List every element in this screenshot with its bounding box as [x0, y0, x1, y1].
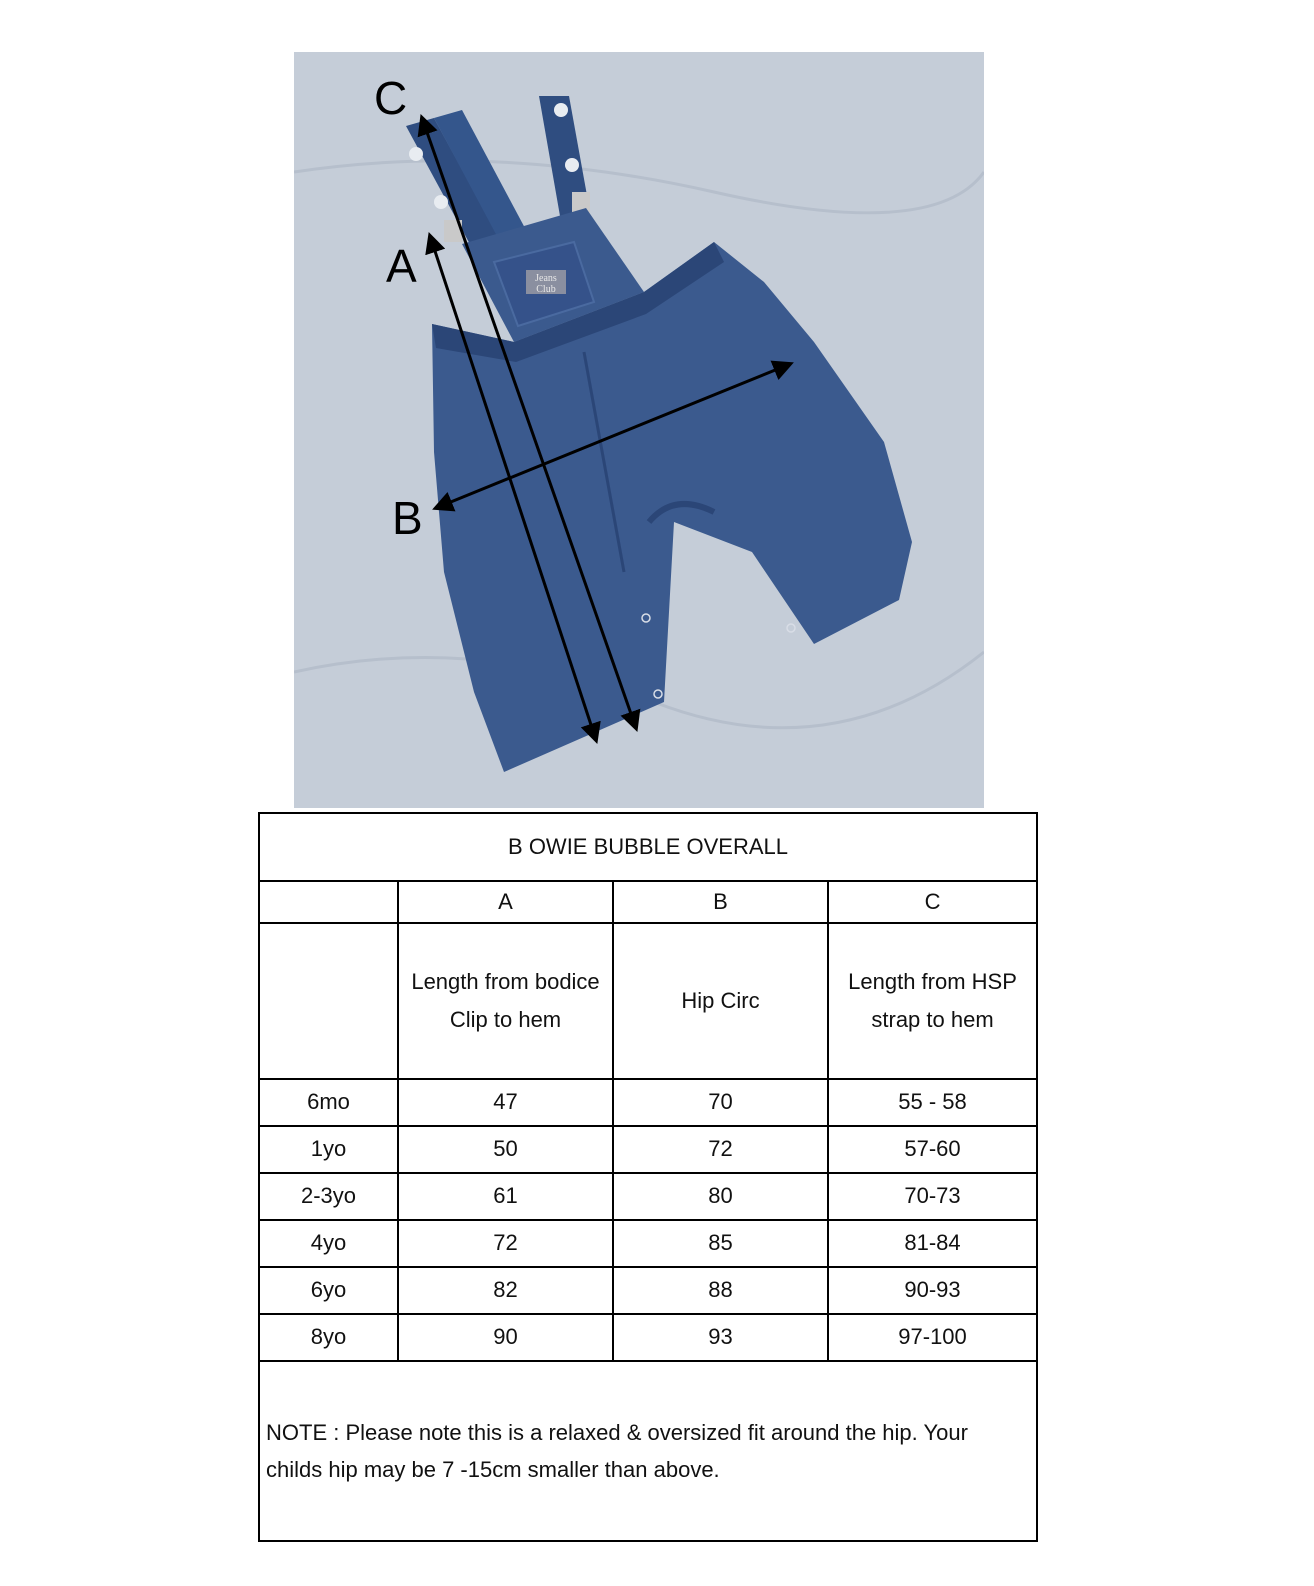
- value-c: 97-100: [828, 1314, 1037, 1361]
- column-letter: C: [828, 881, 1037, 923]
- description-line: Hip Circ: [681, 987, 760, 1013]
- label-a: A: [386, 240, 417, 292]
- pocket-logo-line2: Club: [536, 284, 556, 295]
- column-description: [613, 923, 828, 1079]
- description-line: Length from bodice: [411, 968, 600, 994]
- title-row: [259, 813, 1037, 881]
- value-b: 70: [613, 1079, 828, 1126]
- column-letter: B: [613, 881, 828, 923]
- pocket-logo-line1: Jeans: [535, 273, 557, 284]
- table-row: [259, 1173, 1037, 1220]
- description-line: Clip to hem: [449, 1007, 562, 1032]
- table-row: [259, 1267, 1037, 1314]
- table-row: [259, 1126, 1037, 1173]
- size-cell: 6yo: [259, 1267, 398, 1314]
- description-line: strap to hem: [871, 1007, 994, 1032]
- table-title: B OWIE BUBBLE OVERALL: [259, 813, 1037, 881]
- table-row: [259, 1220, 1037, 1267]
- size-cell: 4yo: [259, 1220, 398, 1267]
- strap-button: [409, 147, 423, 161]
- label-b: B: [392, 492, 423, 544]
- overall-measurement-diagram: [294, 52, 984, 808]
- strap-button: [565, 158, 579, 172]
- value-c: 90-93: [828, 1267, 1037, 1314]
- table-row: [259, 1314, 1037, 1361]
- empty-cell: [259, 923, 398, 1079]
- value-b: 85: [613, 1220, 828, 1267]
- value-c: 55 - 58: [828, 1079, 1037, 1126]
- fit-note: NOTE : Please note this is a relaxed & oversized fit around the hip. Your childs hip may be 7 -15cm smaller than above.: [259, 1361, 1037, 1541]
- value-b: 80: [613, 1173, 828, 1220]
- description-row: [259, 923, 1037, 1079]
- size-cell: 8yo: [259, 1314, 398, 1361]
- value-c: 57-60: [828, 1126, 1037, 1173]
- column-letter: A: [398, 881, 613, 923]
- value-b: 72: [613, 1126, 828, 1173]
- column-description: [398, 923, 613, 1079]
- description-line: Length from HSP: [848, 968, 1017, 994]
- value-c: 81-84: [828, 1220, 1037, 1267]
- value-a: 50: [398, 1126, 613, 1173]
- value-a: 72: [398, 1220, 613, 1267]
- strap-button: [554, 103, 568, 117]
- value-a: 90: [398, 1314, 613, 1361]
- size-chart-table: [258, 812, 1038, 1542]
- value-a: 61: [398, 1173, 613, 1220]
- size-cell: 2-3yo: [259, 1173, 398, 1220]
- value-b: 88: [613, 1267, 828, 1314]
- empty-cell: [259, 881, 398, 923]
- value-b: 93: [613, 1314, 828, 1361]
- value-a: 47: [398, 1079, 613, 1126]
- value-c: 70-73: [828, 1173, 1037, 1220]
- table-row: [259, 1079, 1037, 1126]
- column-description: [828, 923, 1037, 1079]
- size-cell: 6mo: [259, 1079, 398, 1126]
- note-row: [259, 1361, 1037, 1541]
- value-a: 82: [398, 1267, 613, 1314]
- strap-button: [434, 195, 448, 209]
- label-c: C: [374, 72, 408, 124]
- letter-row: [259, 881, 1037, 923]
- size-cell: 1yo: [259, 1126, 398, 1173]
